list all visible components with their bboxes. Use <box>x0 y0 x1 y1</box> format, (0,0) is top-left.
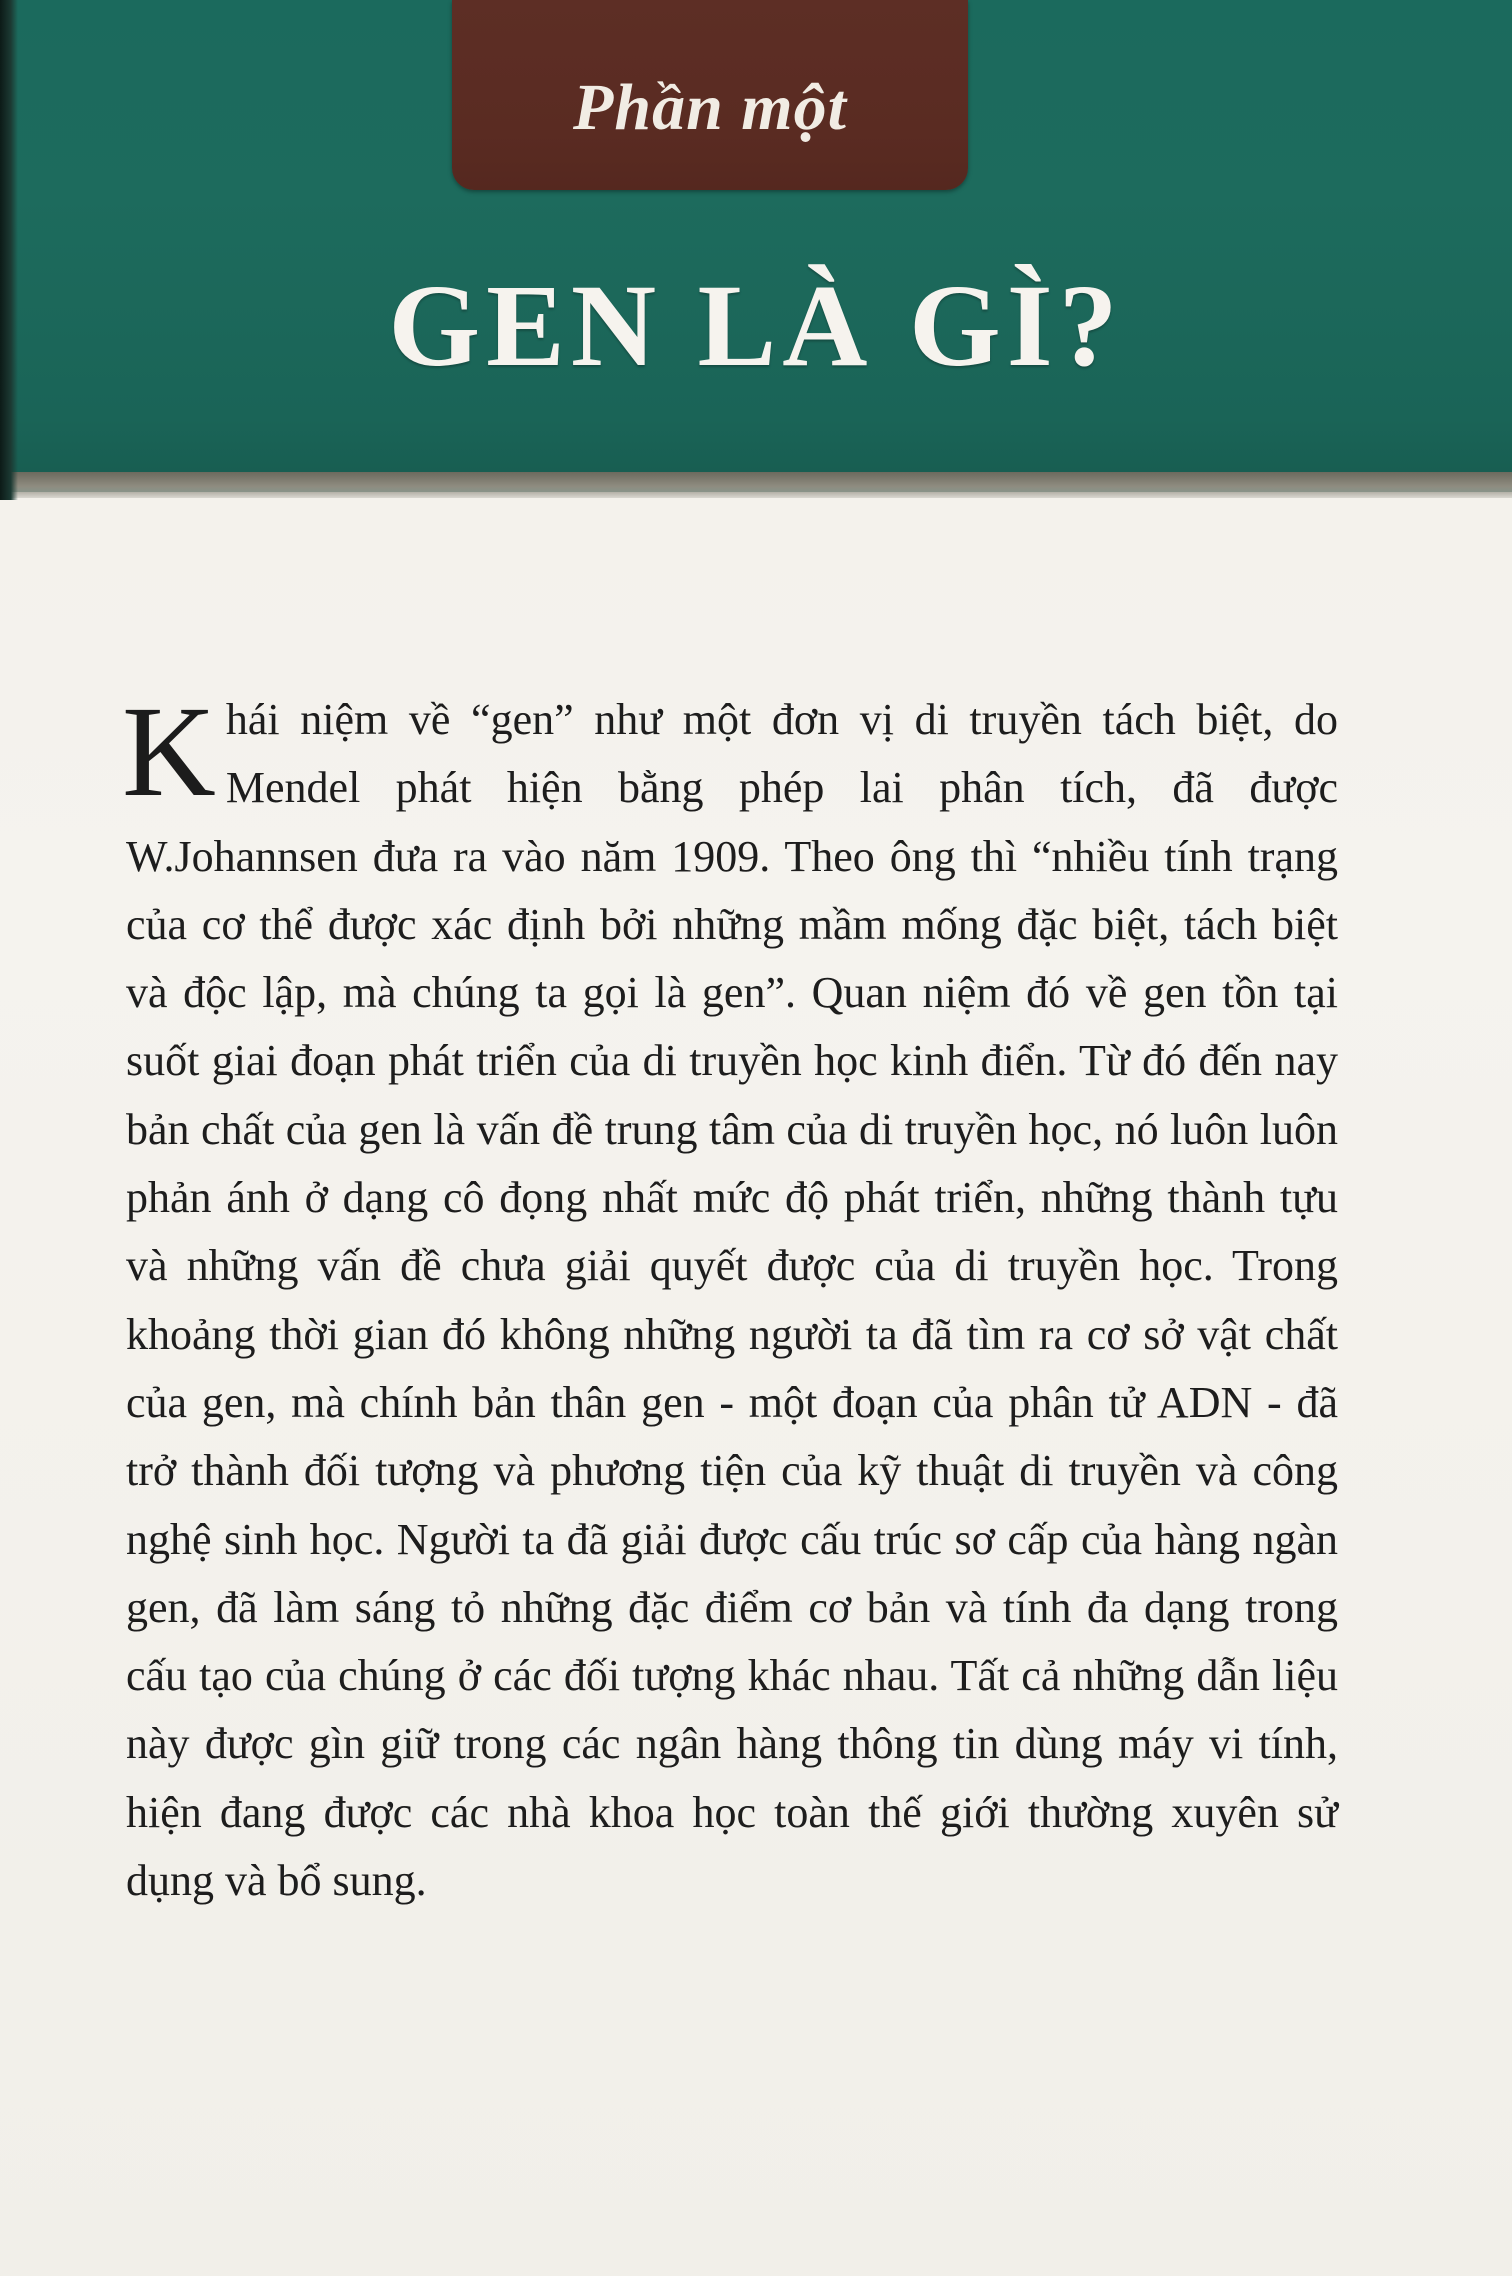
part-label-box <box>452 0 968 190</box>
body-paragraph <box>122 680 1338 1915</box>
body-paragraph-text: hái niệm về “gen” như một đơn vị di truyền tách biệt, do Mendel phát hiện bằng phép lai phân tích, đã được W.Johannsen đưa ra vào năm 1909. Theo ông thì “nhiều tính trạng của cơ thể được xác định bởi những mầm mống đặc biệt, tách biệt và độc lập, mà chúng ta gọi là gen”. Quan niệm đó về gen tồn tại suốt giai đoạn phát triển của di truyền học kinh điển. Từ đó đến nay bản chất của gen là vấn đề trung tâm của di truyền học, nó luôn luôn phản ánh ở dạng cô đọng nhất mức độ phát triển, những thành tựu và những vấn đề chưa giải quyết được của di truyền học. Trong khoảng thời gian đó không những người ta đã tìm ra cơ sở vật chất của gen, mà chính bản thân gen - một đoạn của phân tử ADN - đã trở thành đối tượng và phương tiện của kỹ thuật di truyền và công nghệ sinh học. Người ta đã giải được cấu trúc sơ cấp của hàng ngàn gen, đã làm sáng tỏ những đặc điểm cơ bản và tính đa dạng trong cấu tạo của chúng ở các đối tượng khác nhau. Tất cả những dẫn liệu này được gìn giữ trong các ngân hàng thông tin dùng máy vi tính, hiện đang được các nhà khoa học toàn thế giới thường xuyên sử dụng và bổ sung. <box>126 695 1338 1906</box>
page-edge-shadow <box>0 0 18 500</box>
header-shadow-divider <box>0 472 1512 498</box>
chapter-title: GEN LÀ GÌ? <box>388 260 1124 391</box>
drop-cap-letter: K <box>122 680 216 824</box>
part-label: Phần một <box>573 71 847 144</box>
